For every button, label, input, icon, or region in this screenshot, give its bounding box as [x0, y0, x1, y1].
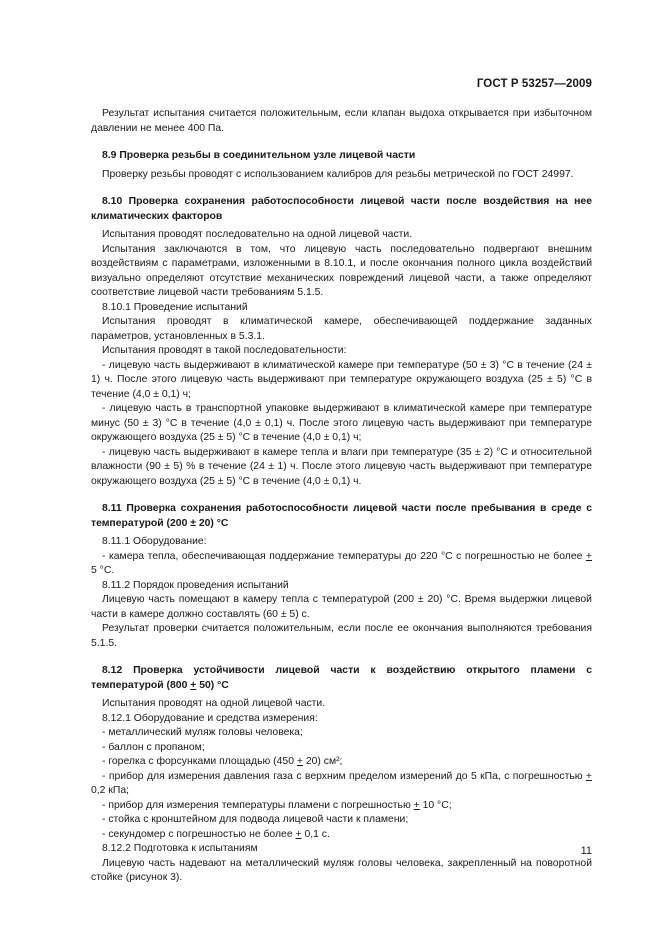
document-body: [91, 107, 592, 886]
list-item: [91, 550, 592, 579]
paragraph: Испытания проводят на одной лицевой части.: [102, 698, 326, 709]
paragraph: Результат проверки считается положительным, если после ее окончания выполняются требования 5.1.5.: [91, 623, 592, 649]
subsection-title: 8.12.2 Подготовка к испытаниям: [102, 843, 258, 854]
text: 20) см²;: [302, 756, 343, 767]
section-heading-8-10: 8.10 Проверка сохранения работоспособности лицевой части после воздействия на нее климатических факторов: [91, 196, 592, 222]
section-heading-8-11: 8.11 Проверка сохранения работоспособности лицевой части после пребывания в среде с температурой (200 ± 20) °С: [91, 503, 592, 529]
paragraph: Испытания заключаются в том, что лицевую часть последовательно подвергают внешним воздействиям с параметрами, изложенными в 8.10.1, и после окончания полного цикла воздействий визуально определяют отсутствие механических повреждений лицевой части, а также определяют соответствие лицевой части требованиям 5.1.5.: [91, 243, 592, 298]
paragraph: Испытания проводят в климатической камере, обеспечивающей поддержание заданных параметров, установленных в 5.3.1.: [91, 316, 592, 342]
paragraph: Лицевую часть надевают на металлический муляж головы человека, закрепленный на поворотной стойке (рисунок 3).: [91, 857, 592, 883]
plus-minus-sign: +: [585, 550, 592, 562]
list-item: - металлический муляж головы человека;: [102, 727, 303, 738]
text: 10 °С;: [419, 799, 452, 811]
text: 50) °С: [196, 679, 229, 691]
text: - прибор для измерения температуры пламени с погрешностью: [102, 799, 414, 811]
text: 0,1 с.: [301, 828, 330, 840]
list-item: [91, 828, 592, 843]
subsection-title: 8.11.1 Оборудование:: [102, 536, 207, 547]
text: - камера тепла, обеспечивающая поддержание температуры до 220 °С с погрешностью не более: [102, 550, 586, 562]
paragraph: Результат испытания считается положительным, если клапан выдоха открывается при избыточном давлении не менее 400 Па.: [91, 108, 592, 134]
list-item: [91, 770, 592, 799]
text: 0,2 кПа;: [91, 785, 130, 796]
list-item: - баллон с пропаном;: [102, 741, 205, 753]
paragraph: Испытания проводят последовательно на одной лицевой части.: [102, 229, 413, 240]
list-item: - лицевую часть в транспортной упаковке выдерживают в климатической камере при температуре минус (50 ± 3) °С в течение (4,0 ± 0,1) ч. После этого лицевую часть выдерживают при температуре окружающего воздуха (25 ± 5) °С в течение (4,0 ± 0,1) ч;: [91, 403, 592, 443]
paragraph: Испытания проводят в такой последовательности:: [102, 345, 347, 356]
list-item: - лицевую часть выдерживают в климатической камере при температуре (50 ± 3) °С в течение (24 ± 1) ч. После этого лицевую часть выдерживают при температуре окружающего воздуха (25 ± 5) °С в течение (4,0 ± 0,1) ч;: [91, 359, 592, 400]
paragraph: Лицевую часть помещают в камеру тепла с температурой (200 ± 20) °С. Время выдержки лицевой части в камере должно составлять (60 ± 5) с.: [91, 594, 592, 620]
text: 8.12 Проверка устойчивости лицевой части к воздействию открытого пламени с температурой (800: [91, 665, 592, 691]
plus-minus-sign: +: [295, 828, 302, 840]
list-item: - лицевую часть выдерживают в камере тепла и влаги при температуре (35 ± 2) °С и относительной влажности (90 ± 5) % в течение (24 ± 1) ч. После этого лицевую часть выдерживают при температуре окружающего воздуха (25 ± 5) °С в течение (4,0 ± 0,1) ч.: [91, 446, 592, 487]
text: 5 °С.: [91, 565, 115, 576]
list-item: - стойка с кронштейном для подвода лицевой части к пламени;: [102, 814, 409, 825]
text: - горелка с форсунками площадью (450: [102, 756, 297, 767]
paragraph: Проверку резьбы проводят с использованием калибров для резьбы метрической по ГОСТ 24997.: [102, 168, 574, 180]
subsection-title: 8.11.2 Порядок проведения испытаний: [102, 579, 289, 591]
subsection-title: 8.10.1 Проведение испытаний: [102, 301, 248, 313]
plus-minus-sign: +: [296, 756, 303, 767]
list-item: [91, 799, 592, 814]
document-header: ГОСТ Р 53257—2009: [476, 78, 592, 90]
list-item: [91, 755, 592, 770]
plus-minus-sign: +: [190, 679, 197, 691]
plus-minus-sign: +: [585, 770, 592, 782]
section-heading-8-12: [91, 664, 592, 693]
page-number: 11: [580, 845, 592, 857]
subsection-title: 8.12.1 Оборудование и средства измерения:: [102, 712, 318, 724]
section-heading-8-9: 8.9 Проверка резьбы в соединительном узле лицевой части: [102, 150, 416, 161]
text: - прибор для измерения давления газа с верхним пределом измерений до 5 кПа, с погрешностью: [102, 770, 586, 782]
text: - секундомер с погрешностью не более: [102, 828, 296, 840]
plus-minus-sign: +: [413, 799, 420, 811]
